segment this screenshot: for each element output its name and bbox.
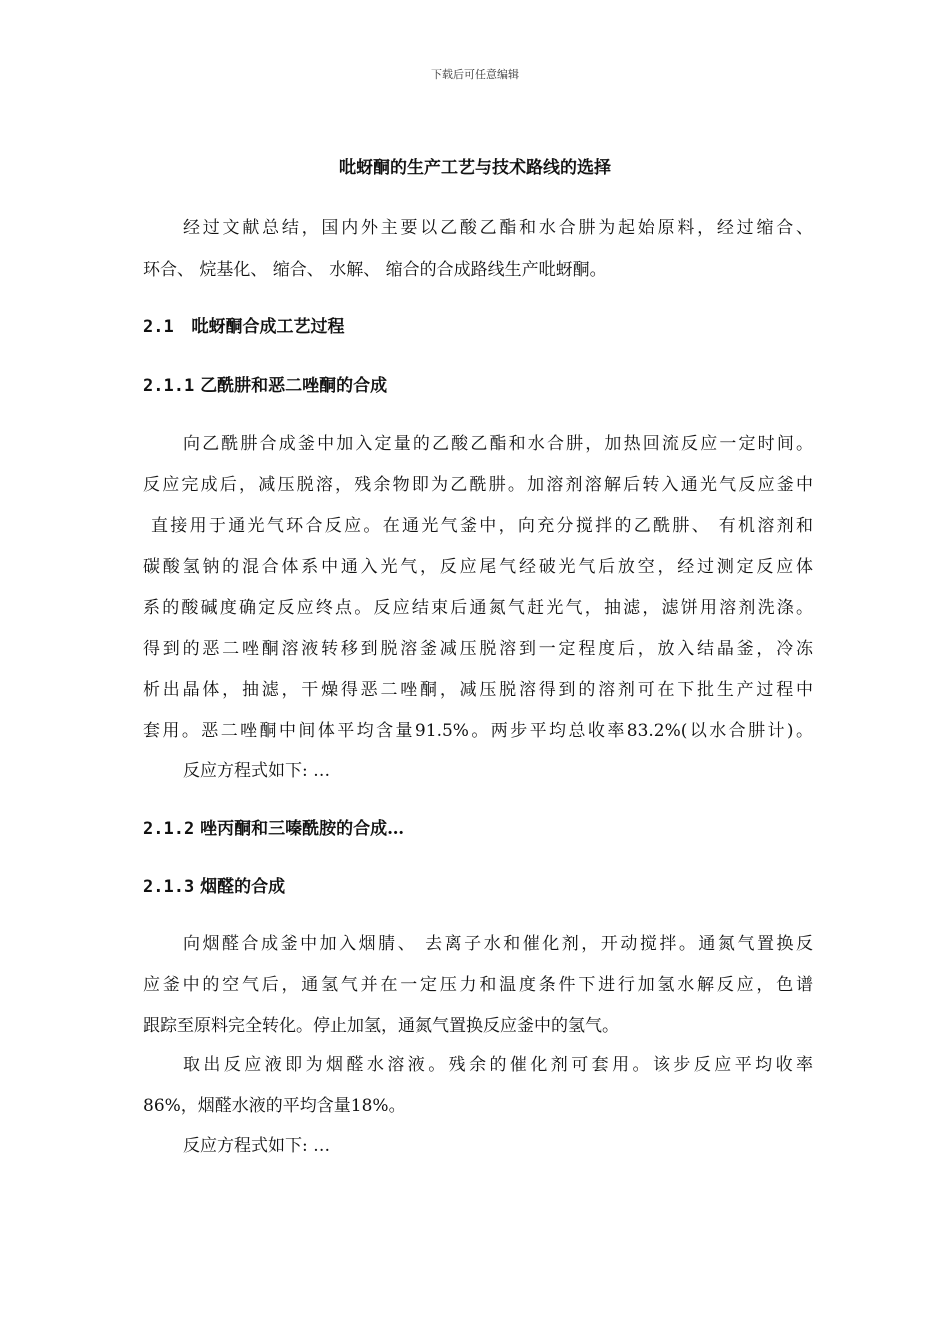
section-title: 唑丙酮和三嗪酰胺的合成… xyxy=(200,819,405,839)
section-number: 2.1 xyxy=(143,317,174,337)
para-2-1-1-line-1: 向乙酰肼合成釜中加入定量的乙酸乙酯和水合肼，加热回流反应一定时间。 xyxy=(183,434,813,454)
para-2-1-1-line-2: 反应完成后，减压脱溶，残余物即为乙酰肼。加溶剂溶解后转入通光气反应釜中 xyxy=(143,475,813,495)
equation-2-1-1: 反应方程式如下: … xyxy=(183,761,331,781)
para-2-1-1-line-8: 套用。恶二唑酮中间体平均含量91.5%。两步平均总收率83.2%(以水合肼计)。 xyxy=(143,721,813,741)
para-2-1-1-line-3: 直接用于通光气环合反应。在通光气釜中，向充分搅拌的乙酰肼、 有机溶剂和 xyxy=(151,516,813,536)
section-title: 烟醛的合成 xyxy=(200,877,286,897)
section-title: 乙酰肼和恶二唑酮的合成 xyxy=(200,376,388,396)
section-2-1-3-heading xyxy=(143,875,285,899)
para2-2-1-3-line-2: 86%，烟醛水液的平均含量18%。 xyxy=(143,1096,406,1116)
para-2-1-3-line-2: 应釜中的空气后，通氢气并在一定压力和温度条件下进行加氢水解反应，色谱 xyxy=(143,975,813,995)
section-number: 2.1.1 xyxy=(143,376,195,396)
section-2-1-heading xyxy=(143,315,344,339)
equation-2-1-3: 反应方程式如下: … xyxy=(183,1136,331,1156)
section-2-1-1-heading xyxy=(143,374,387,398)
section-number: 2.1.2 xyxy=(143,819,195,839)
page-header: 下载后可任意编辑 xyxy=(431,68,519,81)
para-2-1-1-line-6: 得到的恶二唑酮溶液转移到脱溶釜减压脱溶到一定程度后，放入结晶釜，冷冻 xyxy=(143,639,813,659)
para-2-1-3-line-3: 跟踪至原料完全转化。停止加氢，通氮气置换反应釜中的氢气。 xyxy=(143,1016,619,1036)
document-title: 吡蚜酮的生产工艺与技术路线的选择 xyxy=(339,158,611,178)
para-2-1-1-line-4: 碳酸氢钠的混合体系中通入光气，反应尾气经破光气后放空，经过测定反应体 xyxy=(143,557,813,577)
section-2-1-2-heading xyxy=(143,817,404,841)
para-2-1-1-line-7: 析出晶体，抽滤，干燥得恶二唑酮，减压脱溶得到的溶剂可在下批生产过程中 xyxy=(143,680,813,700)
para-2-1-3-line-1: 向烟醛合成釜中加入烟腈、 去离子水和催化剂，开动搅拌。通氮气置换反 xyxy=(183,934,813,954)
intro-line-1: 经过文献总结，国内外主要以乙酸乙酯和水合肼为起始原料，经过缩合、 xyxy=(183,218,813,238)
para2-2-1-3-line-1: 取出反应液即为烟醛水溶液。残余的催化剂可套用。该步反应平均收率 xyxy=(183,1055,813,1075)
intro-line-2: 环合、 烷基化、 缩合、 水解、 缩合的合成路线生产吡蚜酮。 xyxy=(143,260,607,280)
section-title: 吡蚜酮合成工艺过程 xyxy=(191,317,345,337)
para-2-1-1-line-5: 系的酸碱度确定反应终点。反应结束后通氮气赶光气，抽滤，滤饼用溶剂洗涤。 xyxy=(143,598,813,618)
section-number: 2.1.3 xyxy=(143,877,195,897)
